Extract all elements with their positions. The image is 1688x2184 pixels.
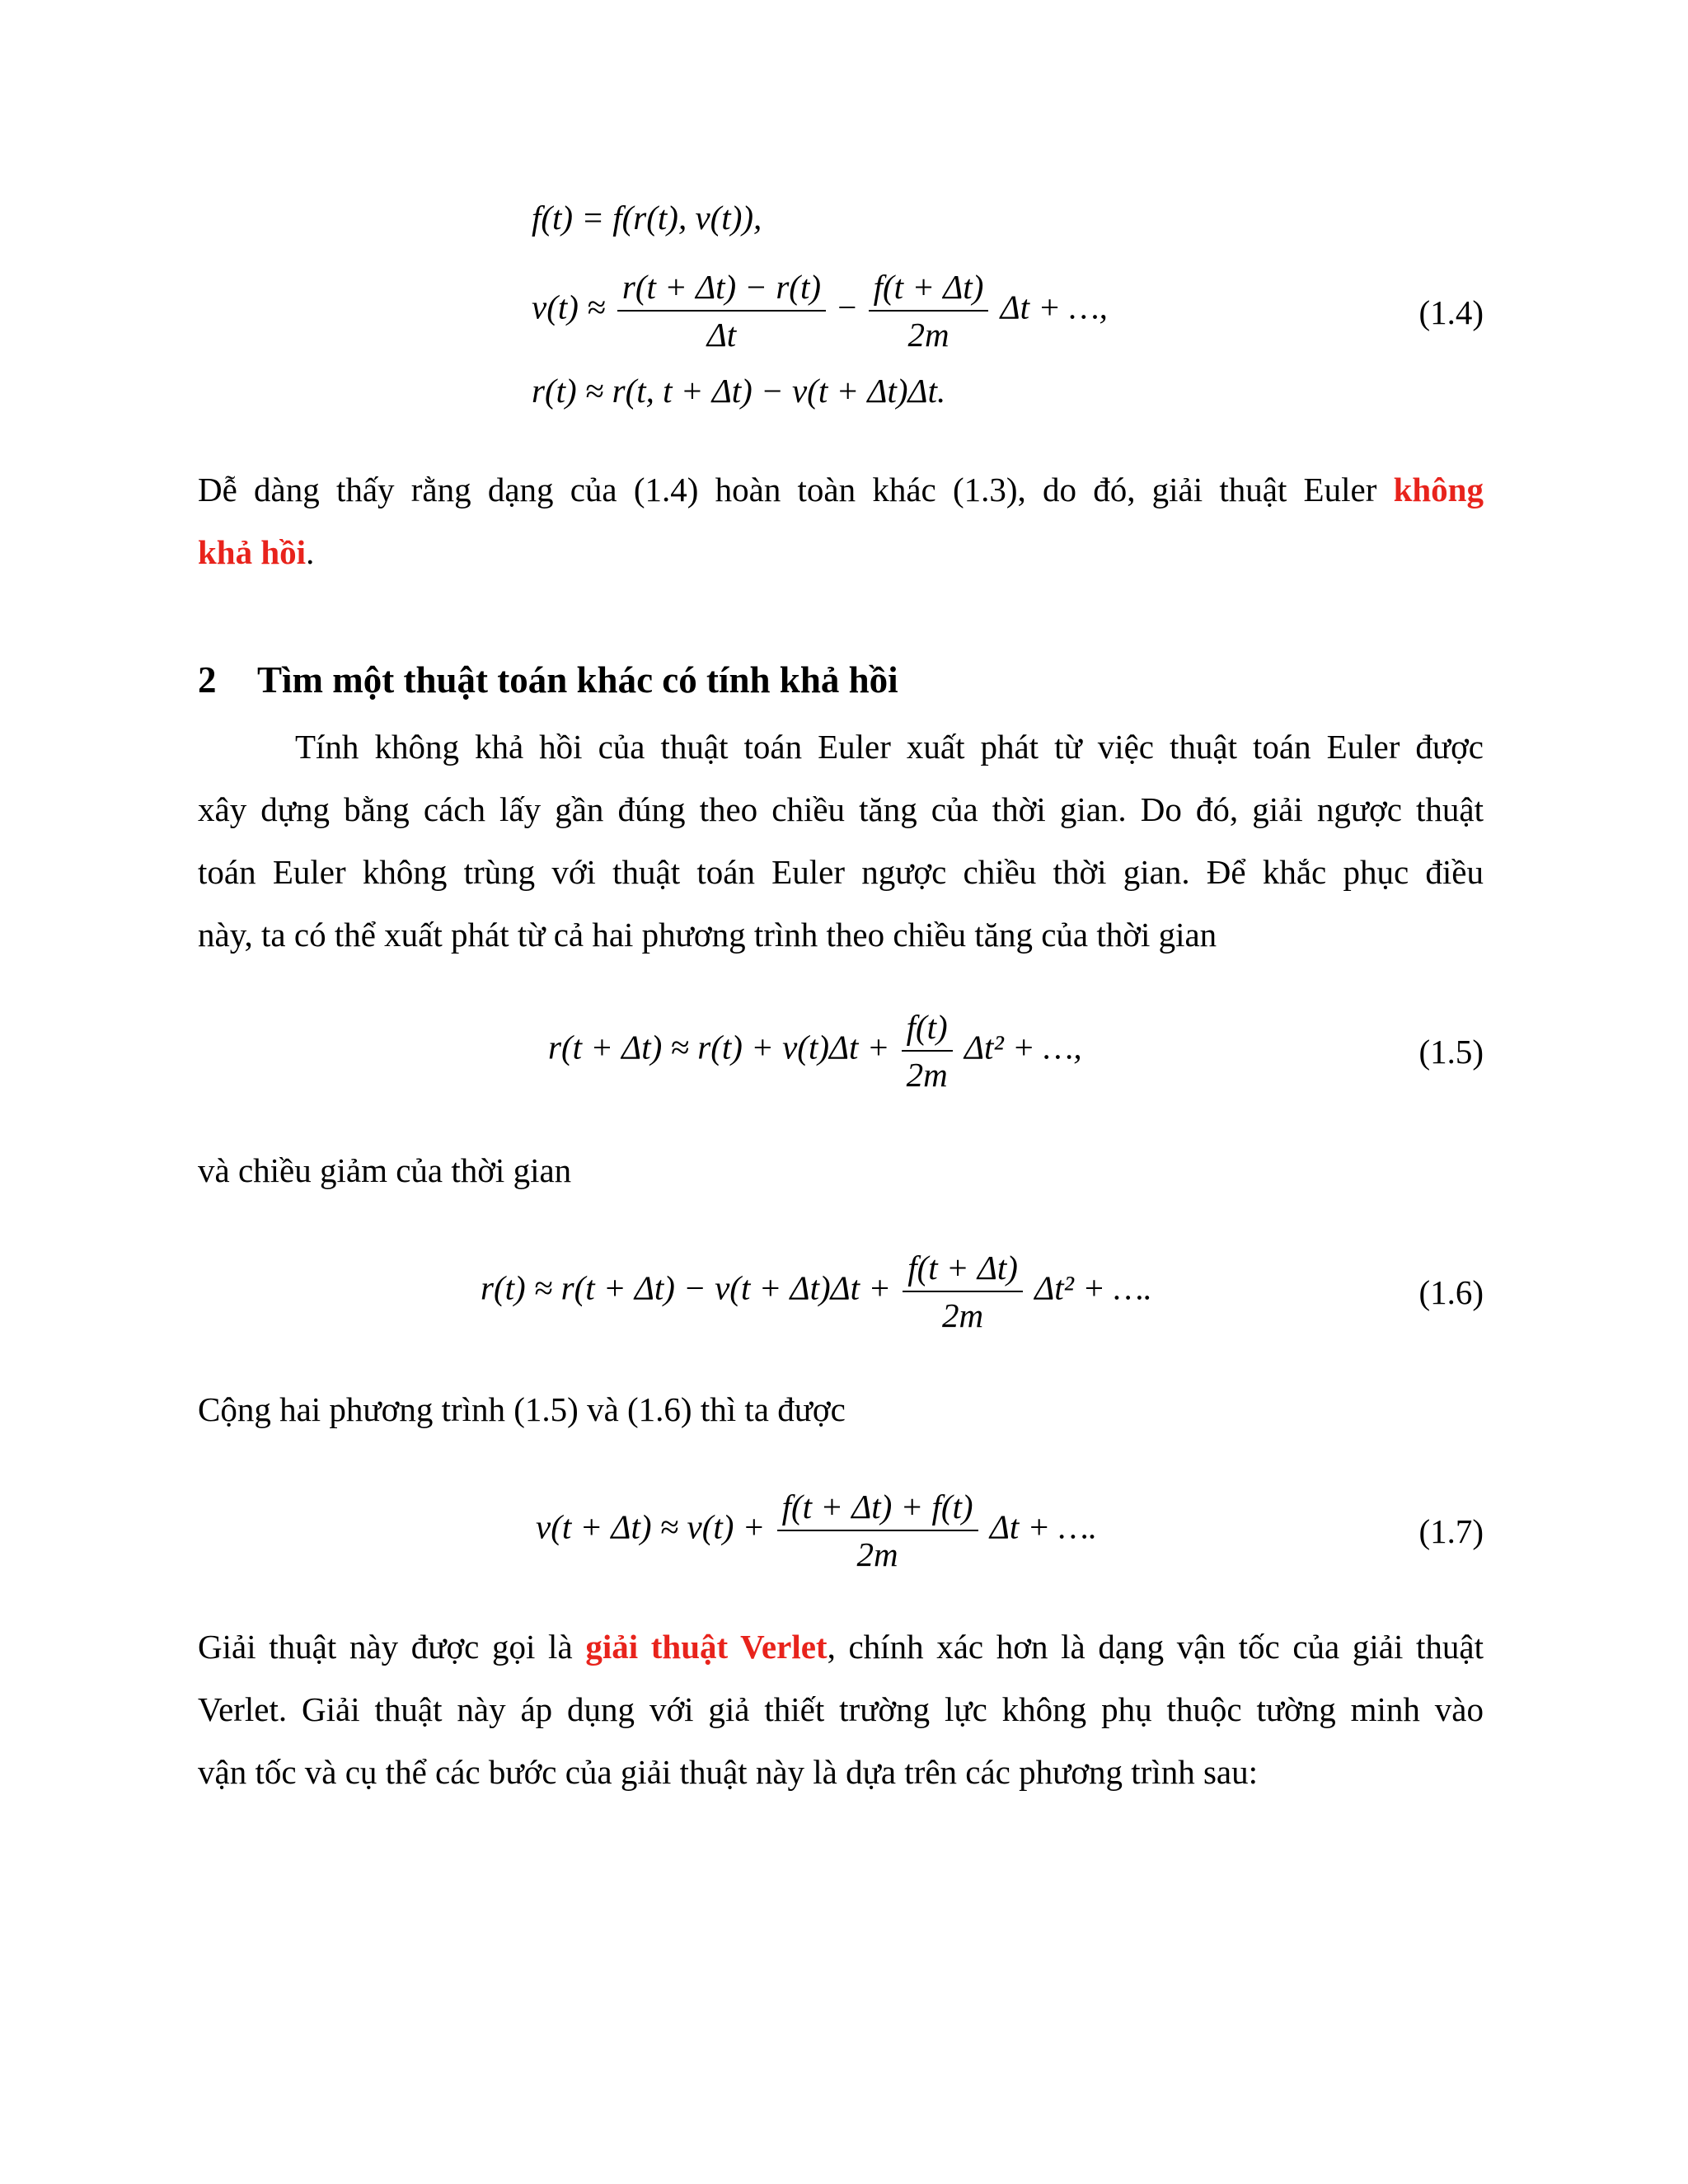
paragraph-5: [198, 1615, 1484, 1803]
paragraph-5-line-2: Verlet. Giải thuật này áp dụng với giả thiết trường lực không phụ thuộc tường minh vào: [198, 1690, 1484, 1728]
paragraph-2-line-3: toán Euler không trùng với thuật toán Euler ngược chiều thời gian. Để khắc phục điều: [198, 853, 1484, 891]
equation-1-4-fraction-2: [869, 264, 989, 358]
equation-1-4-line-3: r(t) ≈ r(t, t + Δt) − v(t + Δt)Δt.: [532, 372, 946, 410]
fraction-numerator: f(t + Δt): [869, 264, 989, 312]
section-title: Tìm một thuật toán khác có tính khả hồi: [257, 659, 898, 701]
equation-1-4-line-1: f(t) = f(r(t), v(t)),: [532, 199, 762, 237]
fraction-denominator: 2m: [942, 1296, 984, 1334]
equation-1-5-fraction: [902, 1004, 953, 1098]
fraction-denominator: 2m: [907, 316, 950, 354]
paragraph-5-line-1: Giải thuật này được gọi là giải thuật Verlet, chính xác hơn là dạng vận tốc của giải thuật: [198, 1628, 1484, 1666]
fraction-numerator: f(t + Δt) + f(t): [777, 1483, 978, 1531]
paragraph-1-line-1: Dễ dàng thấy rằng dạng của (1.4) hoàn toàn khác (1.3), do đó, giải thuật Euler không: [198, 471, 1484, 509]
paragraph-5-line-3: vận tốc và cụ thể các bước của giải thuật này là dựa trên các phương trình sau:: [198, 1753, 1258, 1791]
paragraph-1: [198, 458, 1484, 583]
section-heading: [198, 655, 1484, 705]
paragraph-2-line-4: này, ta có thể xuất phát từ cả hai phương trình theo chiều tăng của thời gian: [198, 916, 1217, 954]
equation-1-4-fraction-1: [617, 264, 826, 358]
equation-number: (1.5): [1418, 1033, 1484, 1071]
paragraph-4: Cộng hai phương trình (1.5) và (1.6) thì ta được: [198, 1390, 846, 1428]
fraction-denominator: 2m: [856, 1535, 898, 1573]
equation-1-6-body: r(t) ≈ r(t + Δt) − v(t + Δt)Δt + $\frac{f(t + \Delta t)}{2m}$ Δt² + ….: [481, 1244, 1152, 1338]
section-number: 2: [198, 659, 217, 701]
fraction-denominator: Δt: [706, 316, 737, 354]
fraction-numerator: r(t + Δt) − r(t): [617, 264, 826, 312]
fraction-denominator: 2m: [906, 1056, 948, 1094]
highlight-khong: không: [1393, 471, 1484, 509]
equation-1-4-tail: Δt + …,: [1000, 288, 1108, 326]
fraction-numerator: f(t): [902, 1004, 953, 1052]
equation-1-4: [0, 0, 1688, 429]
highlight-verlet: giải thuật Verlet: [585, 1628, 828, 1666]
equation-number: (1.6): [1418, 1273, 1484, 1311]
paragraph-2-line-2: xây dựng bằng cách lấy gần đúng theo chiều tăng của thời gian. Do đó, giải ngược thuật: [198, 790, 1484, 828]
equation-1-5-body: r(t + Δt) ≈ r(t) + v(t)Δt + $\frac{f(t)}{2m}$ Δt² + …,: [548, 1004, 1082, 1098]
paragraph-3: và chiều giảm của thời gian: [198, 1151, 572, 1189]
equation-1-6: [0, 1230, 1688, 1361]
equation-number: (1.4): [1418, 293, 1484, 331]
equation-1-4-line-2: [532, 264, 1108, 358]
equation-1-4-lhs: v(t) ≈: [532, 288, 606, 326]
fraction-numerator: f(t + Δt): [903, 1244, 1023, 1292]
paragraph-1-line-2: khả hồi.: [198, 533, 315, 571]
paragraph-2: [198, 715, 1484, 966]
equation-1-5: [0, 989, 1688, 1121]
minus-sign: −: [837, 288, 857, 326]
equation-1-6-fraction: [903, 1244, 1023, 1338]
paragraph-2-line-1: Tính không khả hồi của thuật toán Euler xuất phát từ việc thuật toán Euler được: [295, 728, 1484, 766]
equation-number: (1.7): [1418, 1512, 1484, 1550]
highlight-kha-hoi: khả hồi: [198, 533, 307, 571]
equation-1-7-body: v(t + Δt) ≈ v(t) + $\frac{f(t + \Delta t) + f(t)}{2m}$ Δt + ….: [536, 1483, 1097, 1577]
equation-1-7-fraction: [777, 1483, 978, 1577]
equation-1-7: [0, 1469, 1688, 1601]
